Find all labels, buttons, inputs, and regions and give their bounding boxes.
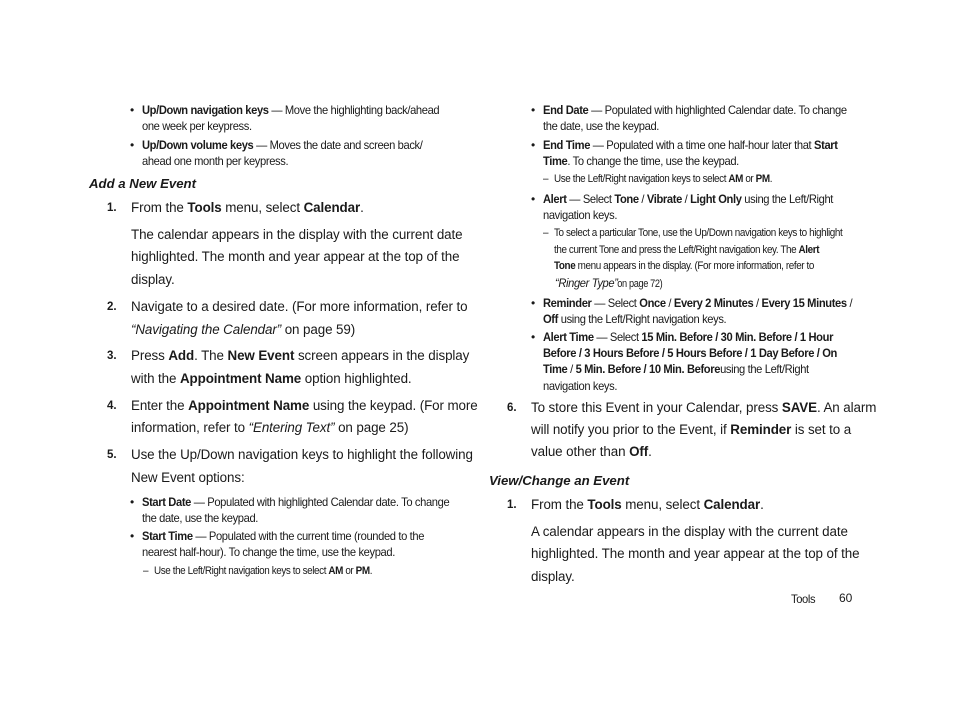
step-text xyxy=(531,497,764,512)
dash: – xyxy=(143,565,149,577)
text: . xyxy=(760,497,764,512)
option-text xyxy=(543,103,847,117)
text: Use the Left/Right navigation keys to select xyxy=(554,173,729,185)
step-text xyxy=(131,348,469,363)
bold-term: Time xyxy=(543,154,568,168)
step-text xyxy=(531,422,851,437)
bullet-text xyxy=(142,154,288,168)
text: using the keypad. (For more xyxy=(309,398,478,413)
bold-term: Calendar xyxy=(303,200,361,215)
bullet: • xyxy=(531,296,536,310)
bold-term: Reminder xyxy=(730,422,792,437)
bold-term: Once xyxy=(639,296,666,310)
text: will notify you prior to the Event, if xyxy=(531,422,731,437)
bold-term: End Date xyxy=(543,103,589,117)
text: Enter the xyxy=(131,398,189,413)
option-text xyxy=(543,138,838,152)
text: — Populated with highlighted Calendar date. To change xyxy=(190,495,450,509)
step-text xyxy=(531,400,876,415)
sub-note xyxy=(554,244,819,256)
text: menu, select xyxy=(221,200,304,215)
bold-term: Tools xyxy=(587,497,622,512)
text: — Populated with a time one half-hour later that xyxy=(590,138,815,152)
bold-term: PM xyxy=(755,173,770,185)
paragraph-line: The calendar appears in the display with the current date xyxy=(131,227,463,242)
bold-term: PM xyxy=(355,565,370,577)
bold-term: Vibrate xyxy=(646,192,682,206)
bold-term: 5 Min. Before / 10 Min. Before xyxy=(575,362,721,376)
step-number: 3. xyxy=(107,350,117,362)
option-text xyxy=(142,529,424,543)
option-text xyxy=(142,495,449,509)
bold-term: Before / 3 Hours Before / 5 Hours Before / 1 Day Before / On xyxy=(543,346,837,360)
text: — Select xyxy=(591,296,640,310)
bold-term: Alert xyxy=(543,192,567,206)
text: / xyxy=(665,296,674,310)
step-number: 6. xyxy=(507,402,517,414)
text: the current Tone and press the Left/Right navigation key. The xyxy=(554,244,799,256)
text: . xyxy=(360,200,364,215)
step-text xyxy=(131,420,408,435)
bullet: • xyxy=(531,138,536,152)
bold-term: Start Date xyxy=(142,495,191,509)
bullet: • xyxy=(531,192,536,206)
cross-reference-link[interactable]: “Navigating the Calendar” xyxy=(131,322,282,337)
step-text xyxy=(131,322,355,337)
option-text: the date, use the keypad. xyxy=(543,119,660,133)
bullet-text xyxy=(142,119,252,133)
step-text xyxy=(131,200,364,215)
text: menu, select xyxy=(621,497,704,512)
bold-term: SAVE xyxy=(781,400,817,415)
bold-term: Alert xyxy=(798,244,820,256)
bullet: • xyxy=(531,103,536,117)
text: . xyxy=(369,565,373,577)
dash: – xyxy=(543,227,549,239)
cross-reference-link[interactable]: “Ringer Type” xyxy=(555,276,618,290)
page-number: 60 xyxy=(839,591,853,605)
bold-term: End Time xyxy=(543,138,591,152)
step-text: New Event options: xyxy=(131,470,245,485)
text: / xyxy=(753,296,762,310)
bold-term: Light Only xyxy=(690,192,742,206)
bullet-text xyxy=(142,138,422,152)
text: or xyxy=(742,173,756,185)
sub-note xyxy=(154,565,372,577)
text: with the xyxy=(131,371,180,386)
bold-term: Appointment Name xyxy=(188,398,310,413)
bold-term: Tone xyxy=(614,192,639,206)
text: ahead one month per keypress. xyxy=(142,154,289,168)
text: option highlighted. xyxy=(301,371,412,386)
bold-term: Every 2 Minutes xyxy=(673,296,754,310)
sub-note: To select a particular Tone, use the Up/Down navigation keys to highlight xyxy=(554,227,843,239)
bold-term: Every 15 Minutes xyxy=(761,296,847,310)
bold-term: Tone xyxy=(554,260,576,272)
text: — Moves the date and screen back/ xyxy=(253,138,423,152)
step-number: 1. xyxy=(107,202,117,214)
bold-term: Off xyxy=(629,444,649,459)
step-number: 1. xyxy=(507,499,517,511)
bullet: • xyxy=(130,103,135,117)
text: on page 59) xyxy=(281,322,356,337)
text: using the Left/Right xyxy=(720,362,809,376)
bullet: • xyxy=(531,330,536,344)
text: To store this Event in your Calendar, press xyxy=(531,400,782,415)
step-text xyxy=(131,398,478,413)
bold-term: Appointment Name xyxy=(179,371,302,386)
bold-term: AM xyxy=(728,173,743,185)
bold-term: 15 Min. Before / 30 Min. Before / 1 Hour xyxy=(641,330,834,344)
text: value other than xyxy=(531,444,630,459)
option-text: navigation keys. xyxy=(543,208,618,222)
bold-term: Off xyxy=(543,312,559,326)
text: . The xyxy=(194,348,228,363)
text: — Populated with the current time (rounded to the xyxy=(192,529,425,543)
text: is set to a xyxy=(791,422,852,437)
option-text xyxy=(543,330,833,344)
step-text: Navigate to a desired date. (For more information, refer to xyxy=(131,299,468,314)
text: — Move the highlighting back/ahead xyxy=(268,103,440,117)
cross-reference-link[interactable]: “Entering Text” xyxy=(248,420,335,435)
bold-term: Start xyxy=(814,138,838,152)
step-text: Use the Up/Down navigation keys to highlight the following xyxy=(131,447,473,462)
step-number: 5. xyxy=(107,449,117,461)
option-text: the date, use the keypad. xyxy=(142,511,259,525)
text: or xyxy=(342,565,356,577)
text: Use the Left/Right navigation keys to select xyxy=(154,565,329,577)
bold-term: Alert Time xyxy=(543,330,594,344)
text: — Populated with highlighted Calendar date. To change xyxy=(588,103,847,117)
text: / xyxy=(681,192,691,206)
step-text xyxy=(131,371,412,386)
option-text xyxy=(543,346,837,360)
option-text xyxy=(543,192,833,206)
text: / xyxy=(567,362,576,376)
text: screen appears in the display xyxy=(294,348,470,363)
paragraph-line: A calendar appears in the display with the current date xyxy=(531,524,848,539)
text: menu appears in the display. (For more information, refer to xyxy=(575,260,814,272)
dash: – xyxy=(543,173,549,185)
text: . To change the time, use the keypad. xyxy=(567,154,739,168)
sub-note xyxy=(554,173,772,185)
text: — Select xyxy=(566,192,615,206)
bold-term: New Event xyxy=(227,348,295,363)
text: / xyxy=(846,296,853,310)
bold-term: Start Time xyxy=(142,529,193,543)
bold-term: Up/Down volume keys xyxy=(142,138,254,152)
text: — Select xyxy=(593,330,642,344)
text: From the xyxy=(531,497,588,512)
bold-term: Tools xyxy=(187,200,222,215)
section-heading: Add a New Event xyxy=(89,176,196,191)
text: using the Left/Right navigation keys. xyxy=(558,312,727,326)
step-text xyxy=(531,444,652,459)
step-number: 2. xyxy=(107,301,117,313)
text: one week per keypress. xyxy=(142,119,252,133)
step-number: 4. xyxy=(107,400,117,412)
section-heading: View/Change an Event xyxy=(489,473,630,488)
bold-term: Add xyxy=(168,348,195,363)
bullet: • xyxy=(130,529,135,543)
option-text xyxy=(543,312,726,326)
bold-term: Up/Down navigation keys xyxy=(142,103,269,117)
paragraph-line: highlighted. The month and year appear at the top of the xyxy=(531,546,860,561)
bold-term: Time xyxy=(543,362,568,376)
option-text xyxy=(543,296,852,310)
footer-section-name: Tools xyxy=(791,592,816,606)
option-text: navigation keys. xyxy=(543,379,618,393)
text: From the xyxy=(131,200,188,215)
bold-term: AM xyxy=(328,565,343,577)
bold-term: Calendar xyxy=(703,497,761,512)
text: . xyxy=(648,444,652,459)
text: Press xyxy=(131,348,169,363)
paragraph-line: highlighted. The month and year appear at the top of the xyxy=(131,249,460,264)
paragraph-line: display. xyxy=(131,272,175,287)
option-text xyxy=(543,362,809,376)
paragraph-line: display. xyxy=(531,569,575,584)
sub-note xyxy=(555,276,668,290)
text: . xyxy=(769,173,773,185)
text: on page 25) xyxy=(334,420,409,435)
text: . An alarm xyxy=(816,400,877,415)
bullet: • xyxy=(130,138,135,152)
sub-note xyxy=(554,260,814,272)
text: / xyxy=(638,192,647,206)
option-text xyxy=(543,154,739,168)
bullet: • xyxy=(130,495,135,509)
text: on page 72) xyxy=(617,278,663,290)
bold-term: Reminder xyxy=(543,296,592,310)
option-text: nearest half-hour). To change the time, use the keypad. xyxy=(142,545,395,559)
text: using the Left/Right xyxy=(741,192,834,206)
text: information, refer to xyxy=(131,420,249,435)
bullet-text xyxy=(142,103,439,117)
